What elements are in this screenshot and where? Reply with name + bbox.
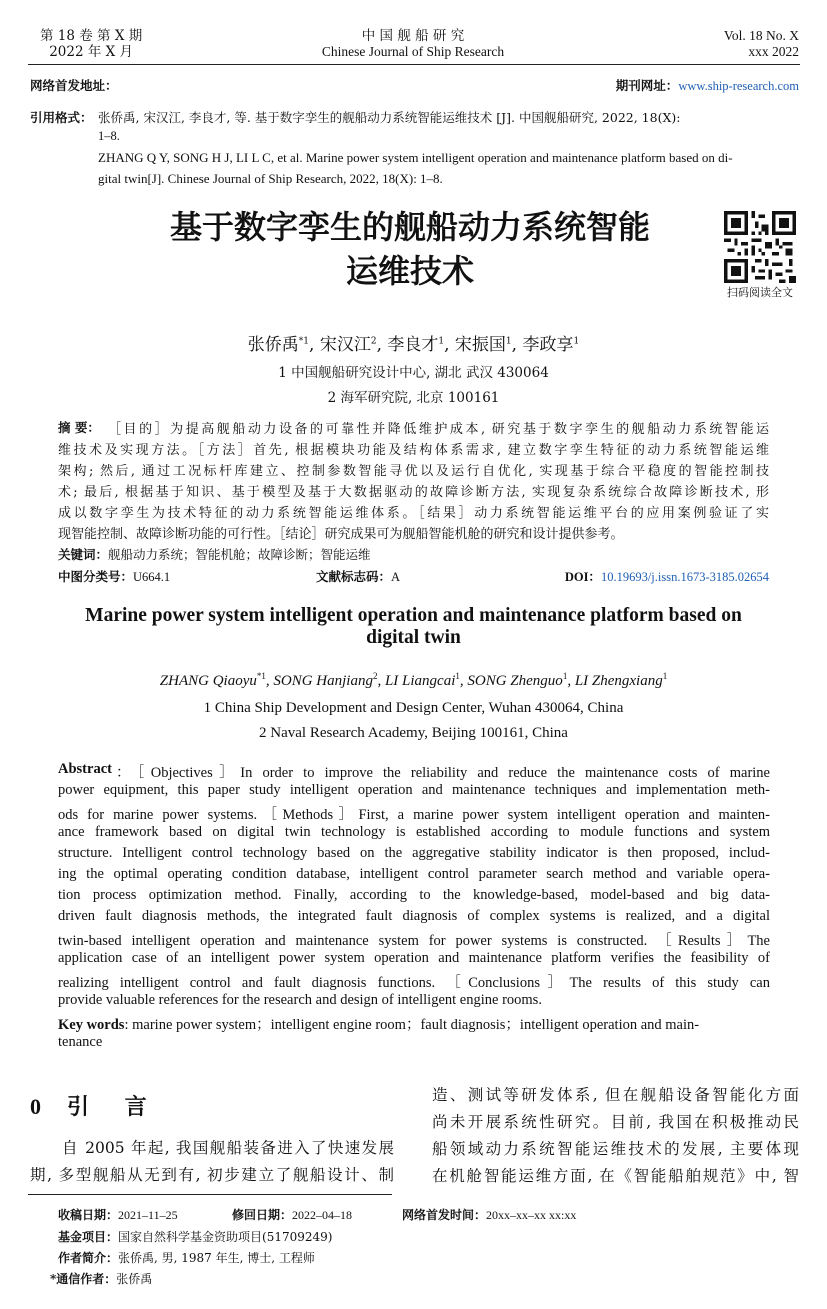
qr-caption: 扫码阅读全文 (727, 286, 793, 299)
author-affiliation-mark: 1 (438, 336, 445, 347)
document-code: 文献标志码：A (316, 569, 401, 584)
authors-zh: 张侨禹$^{*1}$, 宋汉江$^2$, 李良才$^1$, 宋振国$^1$, 李政享$^1$ (247, 335, 580, 355)
homepage-link[interactable]: www.ship-research.com (678, 79, 799, 93)
author-name: 张侨禹 (247, 335, 299, 355)
text-line: power equipment, this paper study intelligent operation and maintenance techniques and implementation meth- (58, 782, 770, 798)
author-affiliation-mark: *1 (298, 336, 310, 347)
text-line: 尚未开展系统性研究。目前, 我国在积极推动民 (432, 1113, 799, 1131)
text-line: 在机舱智能运维方面, 在《智能船舶规范》中, 智 (432, 1167, 799, 1185)
authors-en: ZHANG Qiaoyu$^{*1}$, SONG Hanjiang$^2$, LI Liangcai$^1$, SONG Zhenguo$^1$, LI Zhengxiang$^1$ (159, 671, 668, 689)
citation-zh: 张侨禹, 宋汉江, 李良才, 等. 基于数字孪生的舰船动力系统智能运维技术 [J]. 中国舰船研究, 2022, 18(X): (98, 110, 681, 125)
header-rule (28, 64, 800, 65)
author-bio: 作者简介：张侨禹, 男, 1987 年生, 博士, 工程师 (58, 1251, 315, 1265)
text-line: provide valuable references for the research and design of intelligent engine rooms. (58, 992, 542, 1008)
text-line: 术; 最后, 根据基于知识、基于模型及基于大数据驱动的故障诊断方法, 实现复杂系统综合故障诊断技术, 形 (58, 485, 769, 500)
author-name: SONG Zhenguo (467, 673, 563, 689)
header-volume-en: Vol. 18 No. X xxx 2022 (723, 28, 799, 59)
text-line: structure. Intelligent control technology based on the aggregative stability indicator is then proposed, includ- (58, 845, 770, 861)
author-name: LI Liangcai (384, 673, 456, 689)
text-line: ods for marine power systems.［Methods］First, a marine power system intelligent operation and mainten- (58, 807, 770, 823)
text-line: 造、测试等研发体系, 但在舰船设备智能化方面 (432, 1086, 799, 1104)
author-name: ZHANG Qiaoyu (159, 673, 257, 689)
online-address-label: 网络首发地址： (30, 78, 118, 93)
doi: DOI：10.19693/j.issn.1673-3185.02654 (564, 570, 769, 584)
author-name: 宋汉江 (319, 335, 371, 355)
journal-name-zh: 中 国 舰 船 研 究 (361, 28, 465, 44)
author-name: 李良才 (387, 335, 439, 355)
author-name: 宋振国 (454, 335, 506, 355)
author-affiliation-mark: 1 (455, 671, 460, 681)
abstract-zh-label: 摘 要： (58, 420, 100, 435)
citation-en: ZHANG Q Y, SONG H J, LI L C, et al. Marine power system intelligent operation and maintenance platform based on di- (98, 150, 733, 165)
author-name: 李政享 (522, 335, 574, 355)
text-line: 成以数字孪生为技术特征的动力系统智能运维体系。［结果］动力系统智能运维平台的应用案例验证了实 (58, 506, 769, 521)
corresponding-author: *通信作者：张侨禹 (50, 1272, 153, 1286)
header-volume-zh: 第 18 卷 第 X 期 2022 年 X 月 (40, 28, 143, 60)
text-line: application case of an intelligent power system operation and maintenance platform verifies the feasibility of (58, 950, 770, 966)
received-date: 收稿日期：2021–11–25 (58, 1208, 178, 1222)
revised-date: 修回日期：2022–04–18 (232, 1208, 353, 1222)
text-line: 架构; 然后, 通过工况标杆库建立、控制参数智能寻优以及运行自优化, 实现基于综合平稳度的智能控制技 (58, 464, 769, 479)
affiliation-zh-1: 1 中国舰船研究设计中心, 湖北 武汉 430064 (278, 365, 549, 381)
text-line: 现智能控制、故障诊断功能的可行性。［结论］研究成果可为舰船智能机舱的研究和设计提供参考。 (58, 527, 624, 542)
text-line: driven fault diagnosis methods, the integrated fault diagnosis of complex systems is realized, and a digital (58, 908, 770, 924)
qr-code-icon[interactable] (724, 211, 796, 283)
doi-link[interactable]: 10.19693/j.issn.1673-3185.02654 (600, 570, 769, 584)
header-journal (263, 28, 563, 60)
text-line: 维技术及实现方法。［方法］首先, 根据模块功能及结构体系需求, 建立数字孪生特征的动力系统智能运维 (58, 443, 769, 458)
text-line: twin-based intelligent operation and maintenance system for power systems is constructed. ［Results］The (58, 933, 770, 949)
clc-number: 中图分类号：U664.1 (58, 569, 171, 584)
text-line: realizing intelligent control and fault diagnosis functions. ［Conclusions］The results of this study can (58, 975, 770, 991)
keywords-en: Key words: marine power system；intelligent engine room；fault diagnosis；intelligent operation and main- (58, 1017, 700, 1033)
text-line: 期, 多型舰船从无到有, 初步建立了舰船设计、制 (30, 1166, 394, 1184)
keywords-zh: 关键词：舰船动力系统；智能机舱；故障诊断；智能运维 (58, 547, 371, 562)
text-line: ing the optimal operating condition database, intelligent control parameter search method and variable opera- (58, 866, 770, 882)
author-name: LI Zhengxiang (574, 673, 663, 689)
abstract-en-label: Abstract (58, 761, 112, 777)
text-line: ance framework based on digital twin technology is established according to module functions and system (58, 824, 770, 840)
online-time: 网络首发时间：20xx–xx–xx xx:xx (402, 1208, 577, 1222)
title-zh: 基于数字孪生的舰船动力系统智能 运维技术 (169, 208, 650, 290)
author-affiliation-mark: 1 (662, 671, 668, 681)
text-line: 自 2005 年起, 我国舰船装备进入了快速发展 (62, 1139, 394, 1157)
journal-name-en: Chinese Journal of Ship Research (321, 44, 505, 59)
affiliation-en-1: 1 China Ship Development and Design Center, Wuhan 430064, China (203, 700, 624, 716)
author-affiliation-mark: 1 (505, 336, 512, 347)
author-affiliation-mark: 1 (573, 336, 580, 347)
author-affiliation-mark: 2 (372, 671, 378, 681)
author-affiliation-mark: *1 (256, 671, 266, 681)
author-affiliation-mark: 1 (562, 671, 568, 681)
text-line: ［目的］为提高舰船动力设备的可靠性并降低维护成本, 研究基于数字孪生的舰船动力系统智能运 (108, 422, 769, 437)
text-line: ：［Objectives］In order to improve the reliability and reduce the maintenance costs of marine (116, 765, 770, 781)
citation-label: 引用格式： (30, 110, 93, 125)
text-line: tion process optimization method. Finally, according to the knowledge-based, model-based and big data- (58, 887, 770, 903)
author-affiliation-mark: 2 (370, 336, 377, 347)
title-en: Marine power system intelligent operation and maintenance platform based on digital twin (85, 605, 742, 648)
section-heading: 0 引 言 (30, 1094, 161, 1120)
footnote-rule (28, 1194, 392, 1195)
author-name: SONG Hanjiang (273, 673, 373, 689)
fund-project: 基金项目：国家自然科学基金资助项目(51709249) (58, 1230, 333, 1244)
affiliation-en-2: 2 Naval Research Academy, Beijing 100161, China (259, 725, 568, 741)
text-line: 船领域动力系统智能运维技术的发展, 主要体现 (432, 1140, 799, 1158)
homepage-link-row: 期刊网址：www.ship-research.com (615, 78, 799, 93)
affiliation-zh-2: 2 海军研究院, 北京 100161 (327, 390, 500, 406)
